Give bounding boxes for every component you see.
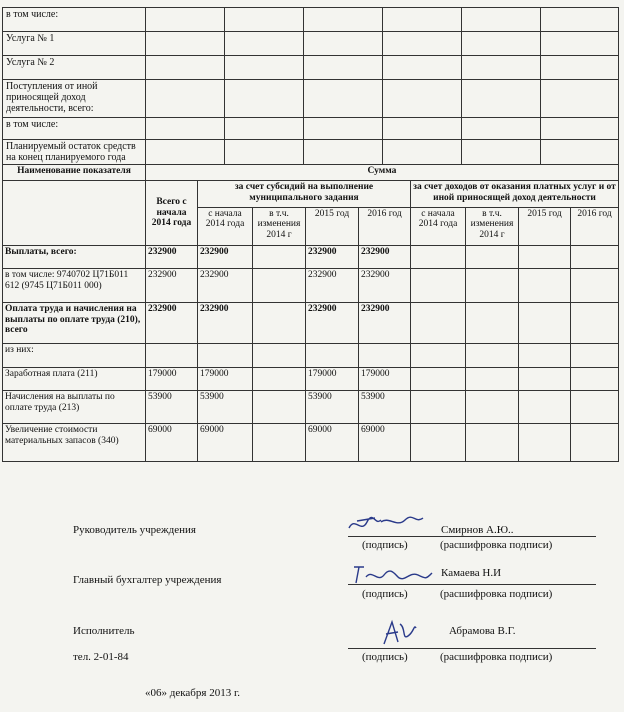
top-row-cell [304, 80, 383, 118]
top-row-cell [146, 118, 225, 140]
subsidy-group-header: за счет субсидий на выполнение муниципального задания [198, 181, 411, 208]
sub-column-header: 2015 год [519, 207, 571, 245]
top-row [3, 32, 619, 56]
row-label: из них: [3, 344, 146, 368]
top-row-cell [462, 80, 541, 118]
accountant-title: Главный бухгалтер учреждения [73, 574, 222, 586]
table-row [3, 424, 619, 462]
executor-signature [378, 618, 418, 648]
top-row-cell [462, 118, 541, 140]
top-row-cell [304, 140, 383, 165]
top-row-cell [304, 8, 383, 32]
top-row-cell [462, 8, 541, 32]
top-row-cell [541, 80, 619, 118]
top-row-cell [304, 118, 383, 140]
row-value [253, 246, 306, 269]
row-value: 53900 [198, 391, 253, 424]
row-value: 232900 [146, 303, 198, 344]
row-value [253, 303, 306, 344]
top-row [3, 140, 619, 165]
top-row-cell [541, 32, 619, 56]
top-row-cell [225, 140, 304, 165]
top-row-cell [225, 118, 304, 140]
sub-column-header: с начала 2014 года [198, 207, 253, 245]
sub-column-header: 2016 год [571, 207, 619, 245]
top-row-cell [146, 32, 225, 56]
row-value [466, 246, 519, 269]
row-value [253, 269, 306, 303]
top-row-cell [383, 140, 462, 165]
row-label: Заработная плата (211) [3, 368, 146, 391]
sub-column-header: 2016 год [359, 207, 411, 245]
row-value: 232900 [146, 269, 198, 303]
table-row [3, 303, 619, 344]
top-row-cell [462, 56, 541, 80]
row-value: 53900 [306, 391, 359, 424]
row-value [253, 368, 306, 391]
top-row-cell [146, 140, 225, 165]
accountant-signature-line [348, 584, 596, 585]
head-caption-decoding: (расшифровка подписи) [440, 539, 553, 551]
row-value [198, 344, 253, 368]
top-row-label: Поступления от иной приносящей доход деятельности, всего: [3, 80, 146, 118]
row-value [519, 344, 571, 368]
row-value [253, 391, 306, 424]
row-value [466, 391, 519, 424]
top-row-cell [541, 118, 619, 140]
accountant-caption-decoding: (расшифровка подписи) [440, 588, 553, 600]
row-value: 232900 [306, 246, 359, 269]
top-row-label: Услуга № 1 [3, 32, 146, 56]
top-row-cell [462, 140, 541, 165]
document-date: «06» декабря 2013 г. [145, 687, 240, 699]
head-title: Руководитель учреждения [73, 524, 196, 536]
row-value: 232900 [306, 303, 359, 344]
accountant-caption-signature: (подпись) [362, 588, 408, 600]
row-value: 232900 [198, 269, 253, 303]
top-row [3, 56, 619, 80]
row-value: 232900 [146, 246, 198, 269]
row-value [571, 303, 619, 344]
row-value [411, 424, 466, 462]
top-row-cell [225, 32, 304, 56]
table-row [3, 246, 619, 269]
row-value: 179000 [198, 368, 253, 391]
row-value [519, 246, 571, 269]
paid-group-header: за счет доходов от оказания платных услуг и от иной приносящей доход деятельности [411, 181, 619, 208]
top-row [3, 80, 619, 118]
row-value: 232900 [359, 269, 411, 303]
top-row-cell [462, 32, 541, 56]
indicator-header: Наименование показателя [3, 165, 146, 181]
row-label: Выплаты, всего: [3, 246, 146, 269]
row-value [411, 344, 466, 368]
executor-name: Абрамова В.Г. [449, 625, 516, 637]
sum-header: Сумма [146, 165, 619, 181]
row-value: 179000 [306, 368, 359, 391]
row-value [466, 344, 519, 368]
executor-signature-line [348, 648, 596, 649]
row-value: 69000 [306, 424, 359, 462]
row-value [146, 344, 198, 368]
row-value [466, 424, 519, 462]
head-caption-signature: (подпись) [362, 539, 408, 551]
row-value: 232900 [198, 246, 253, 269]
phone-number: тел. 2-01-84 [73, 651, 129, 663]
indicator-header-blank [3, 181, 146, 246]
row-label: в том числе: 9740702 Ц71Б011 612 (9745 Ц71Б011 000) [3, 269, 146, 303]
top-row-label: в том числе: [3, 118, 146, 140]
table-row [3, 368, 619, 391]
row-value [466, 303, 519, 344]
top-row-cell [146, 80, 225, 118]
row-value: 232900 [359, 303, 411, 344]
top-row-cell [383, 118, 462, 140]
top-table [2, 7, 619, 165]
row-value [411, 246, 466, 269]
row-value: 232900 [359, 246, 411, 269]
row-value [519, 303, 571, 344]
row-value: 232900 [198, 303, 253, 344]
sub-column-header: в т.ч. изменения 2014 г [253, 207, 306, 245]
table-row [3, 391, 619, 424]
top-row-cell [383, 32, 462, 56]
top-row-label: в том числе: [3, 8, 146, 32]
executor-caption-decoding: (расшифровка подписи) [440, 651, 553, 663]
row-value [571, 368, 619, 391]
top-row-cell [383, 56, 462, 80]
head-signature [345, 512, 425, 536]
head-name: Смирнов А.Ю.. [441, 524, 514, 536]
accountant-name: Камаева Н.И [441, 567, 502, 579]
row-value [253, 344, 306, 368]
top-row-cell [541, 140, 619, 165]
row-value [571, 391, 619, 424]
table-row [3, 269, 619, 303]
row-label: Оплата труда и начисления на выплаты по оплате труда (210), всего [3, 303, 146, 344]
row-value [253, 424, 306, 462]
row-label: Начисления на выплаты по оплате труда (213) [3, 391, 146, 424]
row-value [306, 344, 359, 368]
top-row-cell [304, 32, 383, 56]
top-row [3, 118, 619, 140]
row-value: 69000 [146, 424, 198, 462]
row-value [411, 368, 466, 391]
table-row [3, 344, 619, 368]
top-row-cell [383, 8, 462, 32]
row-value [519, 391, 571, 424]
top-row-cell [541, 8, 619, 32]
row-value [571, 246, 619, 269]
row-value [411, 303, 466, 344]
sub-column-header: с начала 2014 года [411, 207, 466, 245]
sub-column-header: 2015 год [306, 207, 359, 245]
row-value: 53900 [359, 391, 411, 424]
top-row-cell [304, 56, 383, 80]
top-row [3, 8, 619, 32]
row-value [571, 344, 619, 368]
top-row-cell [225, 8, 304, 32]
row-value [359, 344, 411, 368]
row-value [571, 424, 619, 462]
row-value [466, 368, 519, 391]
row-value: 69000 [359, 424, 411, 462]
row-value [466, 269, 519, 303]
top-row-label: Планируемый остаток средств на конец планируемого года [3, 140, 146, 165]
row-value: 232900 [306, 269, 359, 303]
payments-table [2, 164, 619, 462]
row-value [411, 269, 466, 303]
total-header: Всего с начала 2014 года [146, 181, 198, 246]
executor-title: Исполнитель [73, 625, 135, 637]
head-signature-line [348, 536, 596, 537]
sub-column-header: в т.ч. изменения 2014 г [466, 207, 519, 245]
row-value [411, 391, 466, 424]
row-value [519, 269, 571, 303]
top-row-cell [146, 8, 225, 32]
top-row-cell [146, 56, 225, 80]
top-row-cell [383, 80, 462, 118]
row-value: 69000 [198, 424, 253, 462]
executor-caption-signature: (подпись) [362, 651, 408, 663]
row-value: 53900 [146, 391, 198, 424]
row-label: Увеличение стоимости материальных запасов (340) [3, 424, 146, 462]
top-row-cell [541, 56, 619, 80]
row-value: 179000 [359, 368, 411, 391]
top-row-cell [225, 80, 304, 118]
row-value: 179000 [146, 368, 198, 391]
top-row-label: Услуга № 2 [3, 56, 146, 80]
row-value [519, 368, 571, 391]
row-value [571, 269, 619, 303]
top-row-cell [225, 56, 304, 80]
row-value [519, 424, 571, 462]
